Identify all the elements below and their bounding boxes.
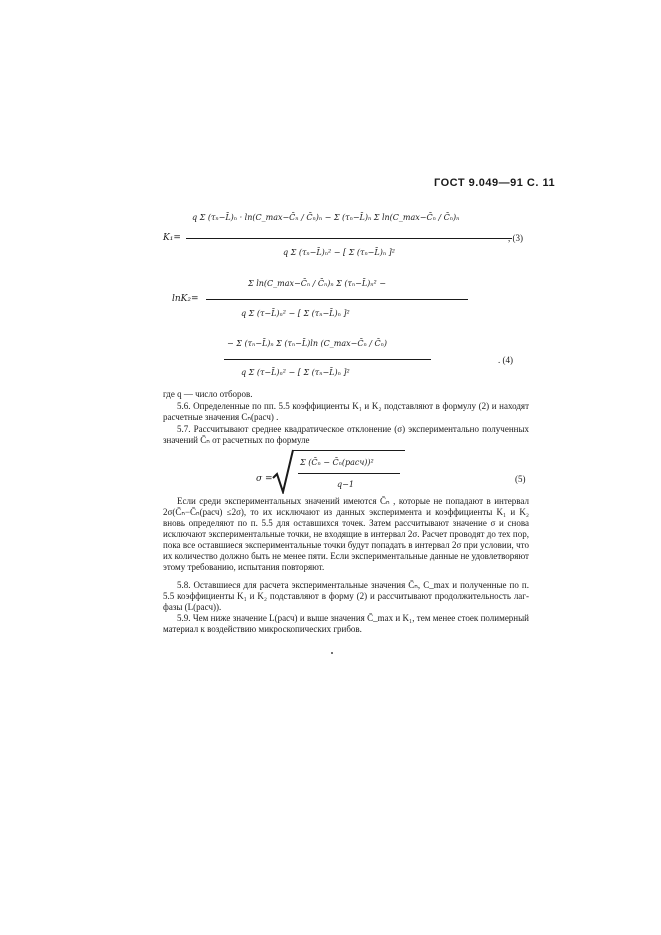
square-root-sign [272,448,294,494]
paragraph-5-6: 5.6. Определенные по пп. 5.5 коэффициенты K₁ и K₂ подставляют в формулу (2) и находят расчетные значения Cₙ(расч) . [163,401,529,422]
formula-4-fraction-line-1 [206,299,468,300]
formula-3-denominator: q Σ (τₙ−L̄)ₙ² − [ Σ (τₙ−L̄)ₙ ]² [283,248,395,257]
formula-3-fraction-line [186,238,512,239]
paragraph-exclusion: Если среди экспериментальных значений имеются C̄ₙ , которые не попадают в интервал 2σ(C̄ₙ−C̄ₙ(расч) ≤2σ), то их исключают из данных эксперимента и коэффициенты K₁ и K₂ вновь определяют по п. 5.5 для оставшихся точек. Затем рассчитывают значение σ и снова исключают экспериментальные точки, не входящие в интервал 2σ. Расчет проводят до тех пор, пока все оставшиеся экспериментальные точки будут попадать в интервал 2σ при условии, что их количество должно быть не менее пяти. Если экспериментальные данные не удовлетворяют этому требованию, испытания повторяют. [163,496,529,572]
page-header: ГОСТ 9.049—91 С. 11 [434,177,556,189]
formula-5-denominator: q−1 [337,480,354,489]
formula-4-denominator-2: q Σ (τ−L̄)ₙ² − [ Σ (τₙ−L̄)ₙ ]² [241,368,350,377]
formula-5-number: (5) [515,474,526,484]
formula-5-numerator: Σ (C̄ₙ − C̄ₙ(расч))² [300,458,374,467]
formula-5-lhs: σ = [256,474,273,484]
formula-4-numerator-1: Σ ln(C_max−C̄ₙ / C̄ₙ)ₙ Σ (τₙ−L̄)ₙ² − [248,279,386,288]
formula-4-lhs: lnK₂= [172,294,199,304]
formula-4-fraction-line-2 [224,359,431,360]
formula-5-radical-bar [293,450,405,451]
formula-5-fraction-line [298,473,400,474]
formula-3-numerator: q Σ (τₙ−L̄)ₙ · ln(C_max−C̄ₙ / C̄ₙ)ₙ − Σ (τₙ−L̄)ₙ Σ ln(C_max−C̄ₙ / C̄ₙ)ₙ [192,213,460,222]
formula-4-numerator-2: − Σ (τₙ−L̄)ₙ Σ (τₙ−L̄)ln (C_max−C̄ₙ / C̄ₙ) [227,339,387,348]
paragraph-5-9: 5.9. Чем ниже значение L(расч) и выше значения C̄_max и K₁, тем менее стоек полимерный материал к воздействию микроскопических грибов. [163,613,529,634]
where-note: где q — число отборов. [163,389,253,399]
formula-3-lhs: K₁= [163,233,181,243]
paragraph-5-7: 5.7. Рассчитывают среднее квадратическое отклонение (σ) экспериментально полученных значений C̄ₙ от расчетных по формуле [163,424,529,445]
scan-dot [331,652,333,654]
paragraph-5-8: 5.8. Оставшиеся для расчета экспериментальные значения C̄ₙ, C_max и полученные по п. 5.5 коэффициенты K₁ и K₂ подставляют в форму (2) и рассчитывают продолжительность лаг-фазы (L(расч)). [163,580,529,612]
formula-3-number: , (3) [508,233,523,243]
formula-4-number: . (4) [498,355,513,365]
formula-4-denominator-1: q Σ (τ−L̄)ₙ² − [ Σ (τₙ−L̄)ₙ ]² [241,309,350,318]
